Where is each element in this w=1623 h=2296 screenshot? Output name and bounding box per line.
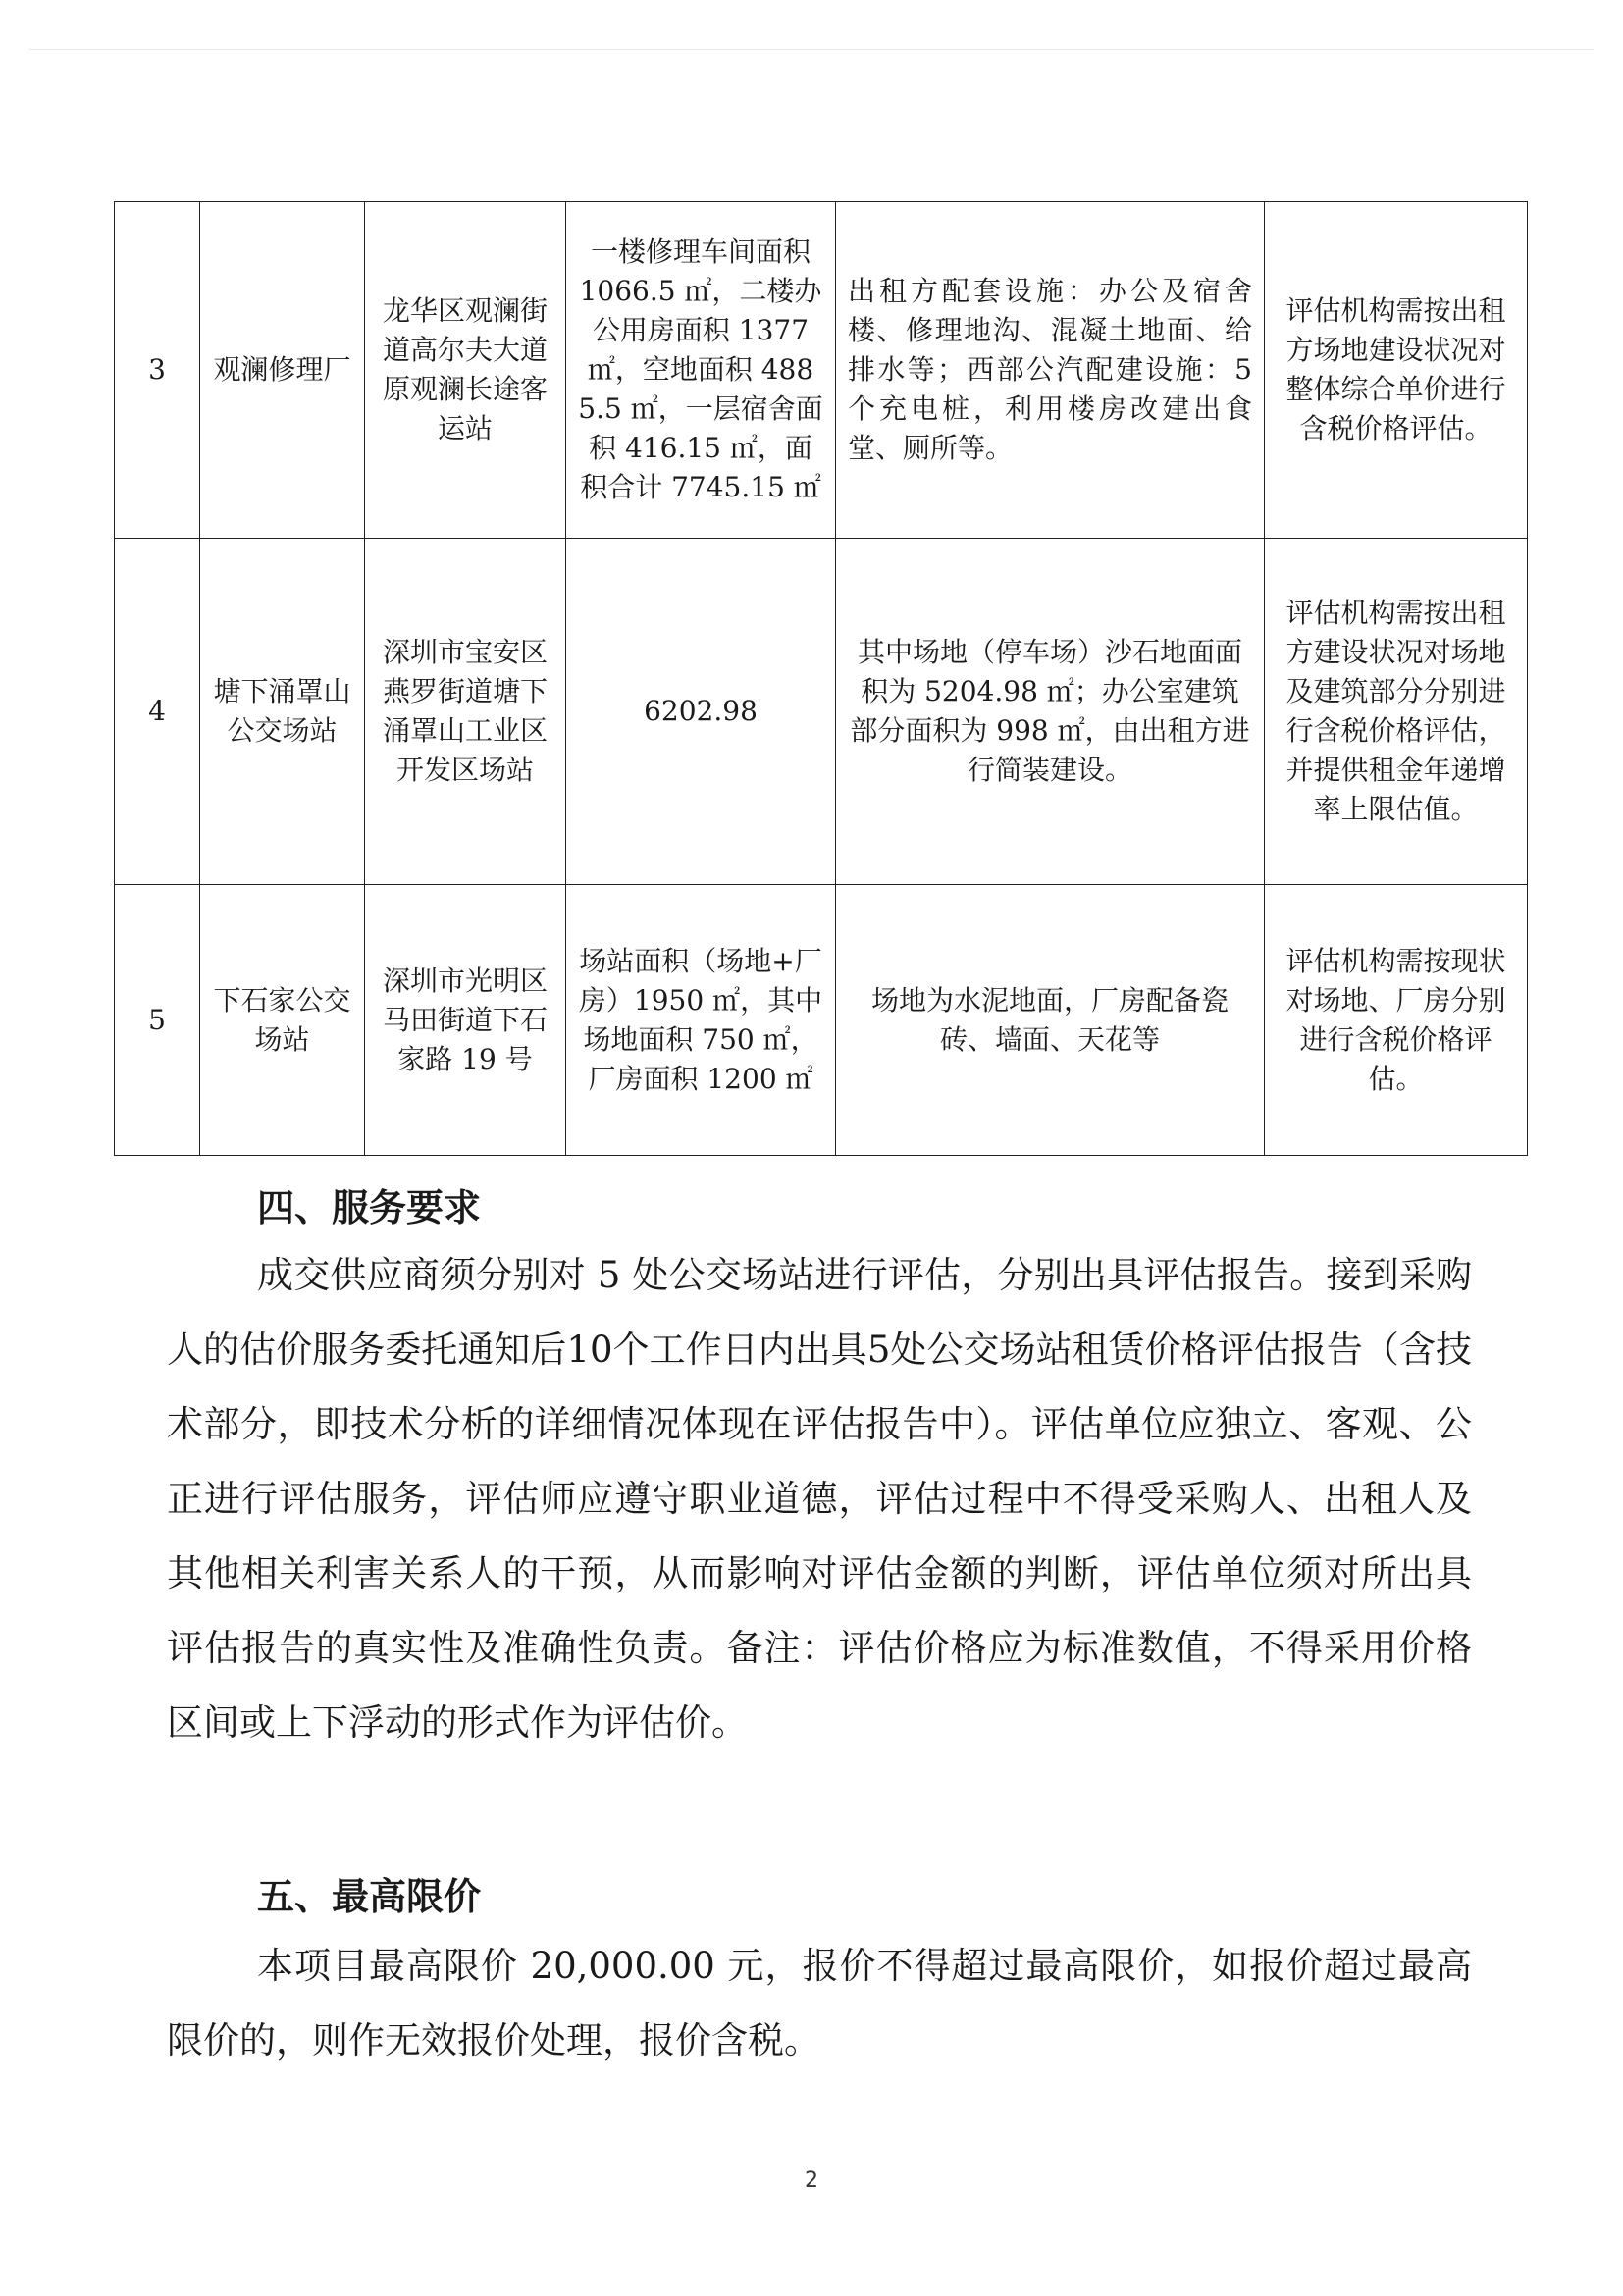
site-name: 下石家公交场站 [200, 885, 365, 1156]
site-name: 观澜修理厂 [200, 202, 365, 539]
sites-table [114, 201, 1528, 1156]
row-number: 4 [115, 539, 200, 885]
site-name: 塘下涌罩山公交场站 [200, 539, 365, 885]
table-row [115, 885, 1528, 1156]
evaluation-requirement: 评估机构需按出租方场地建设状况对整体综合单价进行含税价格评估。 [1265, 202, 1528, 539]
row-number: 3 [115, 202, 200, 539]
site-area: 一楼修理车间面积 1066.5 ㎡，二楼办公用房面积 1377 ㎡，空地面积 4885.5 ㎡，一层宿舍面积 416.15 ㎡，面积合计 7745.15 ㎡ [566, 202, 836, 539]
table-row [115, 202, 1528, 539]
top-rule [29, 49, 1594, 50]
row-number: 5 [115, 885, 200, 1156]
section-4-heading: 四、服务要求 [257, 1186, 482, 1229]
section-5-heading: 五、最高限价 [257, 1875, 482, 1918]
table-row [115, 539, 1528, 885]
site-area: 6202.98 [566, 539, 836, 885]
evaluation-requirement: 评估机构需按现状对场地、厂房分别进行含税价格评估。 [1265, 885, 1528, 1156]
site-facilities: 场地为水泥地面，厂房配备瓷砖、墙面、天花等 [836, 885, 1265, 1156]
site-address: 龙华区观澜街道高尔夫大道原观澜长途客运站 [365, 202, 566, 539]
evaluation-requirement: 评估机构需按出租方建设状况对场地及建筑部分分别进行含税价格评估，并提供租金年递增率上限估值。 [1265, 539, 1528, 885]
site-facilities: 其中场地（停车场）沙石地面面积为 5204.98 ㎡；办公室建筑部分面积为 998 ㎡，由出租方进行简装建设。 [836, 539, 1265, 885]
site-address: 深圳市光明区马田街道下石家路 19 号 [365, 885, 566, 1156]
site-area: 场站面积（场地+厂房）1950 ㎡，其中场地面积 750 ㎡，厂房面积 1200 ㎡ [566, 885, 836, 1156]
site-facilities: 出租方配套设施：办公及宿舍楼、修理地沟、混凝土地面、给排水等；西部公汽配建设施：5 个充电桩，利用楼房改建出食堂、厕所等。 [836, 202, 1265, 539]
section-5-body: 本项目最高限价 20,000.00 元，报价不得超过最高限价，如报价超过最高限价的，则作无效报价处理，报价含税。 [167, 1945, 1472, 2061]
page-number: 2 [805, 2168, 818, 2193]
site-address: 深圳市宝安区燕罗街道塘下涌罩山工业区开发区场站 [365, 539, 566, 885]
section-4-body: 成交供应商须分别对 5 处公交场站进行评估，分别出具评估报告。接到采购人的估价服务委托通知后10个工作日内出具5处公交场站租赁价格评估报告（含技术部分，即技术分析的详细情况体现在评估报告中）。评估单位应独立、客观、公正进行评估服务，评估师应遵守职业道德，评估过程中不得受采购人、出租人及其他相关利害关系人的干预，从而影响对评估金额的判断，评估单位须对所出具评估报告的真实性及准确性负责。备注：评估价格应为标准数值，不得采用价格区间或上下浮动的形式作为评估价。 [167, 1254, 1472, 1744]
